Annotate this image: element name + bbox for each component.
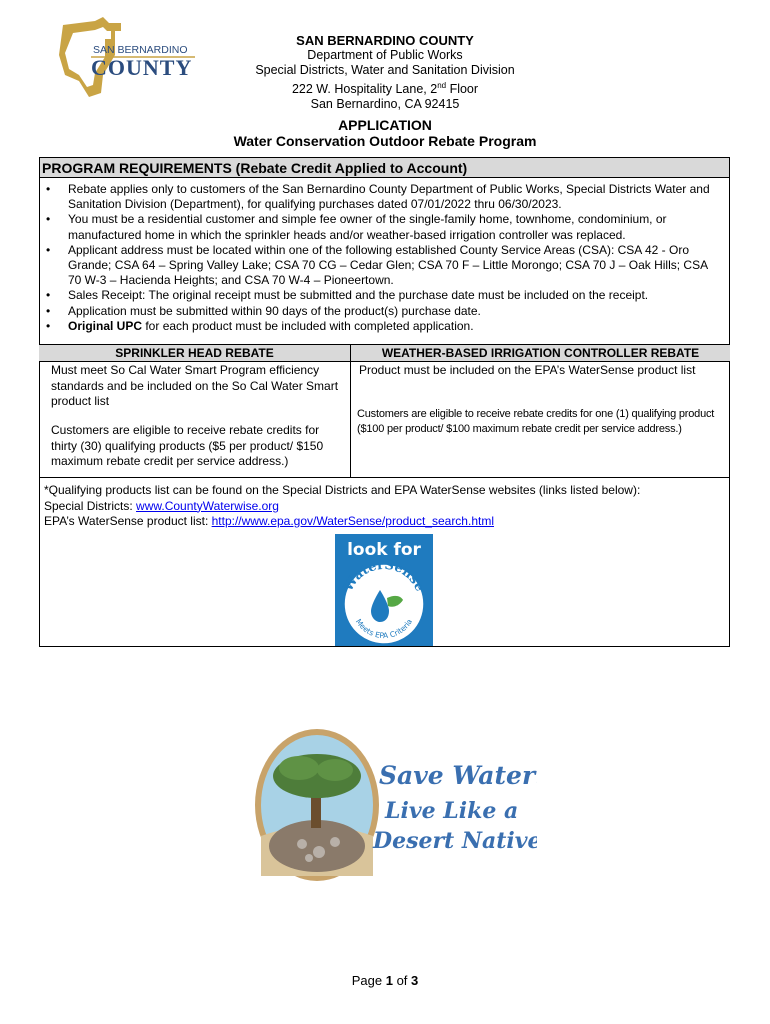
city-address: San Bernardino, CA 92415 — [310, 97, 460, 112]
sprinkler-heading: SPRINKLER HEAD REBATE — [39, 345, 350, 362]
requirement-item: • Applicant address must be located within one of the following established County Service Areas (CSA): CSA 42 - Oro Grande; CSA 64 – Spring Valley Lake; CSA 70 CG – Cedar Glen; CSA 70 F – Little Morongo; CSA 70 J – Oak Hills; CSA 70 W-3 – Hacienda Heights; and CSA 70 W-4 – Pioneertown. — [46, 242, 708, 288]
epa-watersense-link[interactable]: http://www.epa.gov/WaterSense/product_search.html — [211, 514, 494, 528]
save-water-line1: Save Water! — [379, 761, 537, 790]
division-name: Special Districts, Water and Sanitation Division — [255, 63, 515, 77]
dept-name: Department of Public Works — [307, 48, 463, 62]
requirements-heading: PROGRAM REQUIREMENTS (Rebate Credit Applied to Account) — [40, 158, 729, 178]
svg-text:Meets EPA Criteria: Meets EPA Criteria — [353, 617, 415, 641]
requirement-item: • You must be a residential customer and simple fee owner of the single-family home, townhome, condominium, or manufactured home in which the sprinkler heads and/or weather-based irrigation controller was replaced. — [46, 212, 667, 242]
requirement-item: • Application must be submitted within 90 days of the product(s) purchase date. — [46, 303, 481, 318]
svg-text:WaterSense: WaterSense — [340, 557, 428, 594]
save-water-line2: Live Like a — [385, 798, 519, 824]
title-application: APPLICATION — [338, 117, 432, 133]
street-address: 222 W. Hospitality Lane, 2nd Floor — [291, 81, 479, 97]
requirement-item: • Rebate applies only to customers of the San Bernardino County Department of Public Works, Special Districts Water and Sanitation Division (Department), for qualifying purchases dated 07/01/2022 thru 06/30/2023. — [46, 182, 710, 212]
sprinkler-eligibility: Customers are eligible to receive rebate credits for thirty (30) qualifying products ($5 per product/ $150 maximum rebate credit per service address.) — [51, 423, 324, 468]
county-logo — [55, 15, 205, 99]
requirement-item: • Sales Receipt: The original receipt must be submitted and the purchase date must be included on the receipt. — [46, 288, 649, 303]
document-title — [0, 117, 770, 149]
controller-heading: WEATHER-BASED IRRIGATION CONTROLLER REBATE — [351, 345, 730, 362]
requirements-list — [44, 182, 724, 334]
county-name: SAN BERNARDINO COUNTY — [296, 33, 474, 48]
controller-eligibility: Customers are eligible to receive rebate credits for one (1) qualifying product ($100 per product/ $100 maximum rebate credit per service address.) — [357, 408, 715, 435]
special-districts-line: Special Districts: www.CountyWaterwise.org — [44, 498, 279, 513]
epa-line: EPA’s WaterSense product list: http://www.epa.gov/WaterSense/product_search.html — [44, 514, 494, 528]
note-text: *Qualifying products list can be found on the Special Districts and EPA WaterSense websites (links listed below): — [44, 483, 641, 497]
look-for-text: look for — [347, 540, 421, 560]
page-number: Page 1 of 3 — [351, 973, 419, 988]
logo-line2: COUNTY — [91, 55, 193, 80]
rebate-table — [39, 344, 730, 478]
title-program: Water Conservation Outdoor Rebate Program — [233, 133, 537, 149]
letterhead — [200, 33, 570, 112]
qualifying-products-note — [44, 483, 724, 530]
save-water-line3: Desert Native — [373, 828, 537, 854]
sprinkler-requirement: Must meet So Cal Water Smart Program efficiency standards and be included on the So Cal Water Smart product list — [51, 363, 339, 408]
county-waterwise-link[interactable]: www.CountyWaterwise.org — [136, 498, 279, 513]
controller-requirement: Product must be included on the EPA’s WaterSense product list — [359, 363, 696, 377]
requirement-item: • Original UPC for each product must be included with completed application. — [46, 318, 474, 333]
watersense-logo — [335, 534, 433, 646]
column-divider — [350, 345, 351, 478]
save-water-logo — [247, 726, 537, 884]
logo-line1: SAN BERNARDINO — [93, 44, 188, 56]
